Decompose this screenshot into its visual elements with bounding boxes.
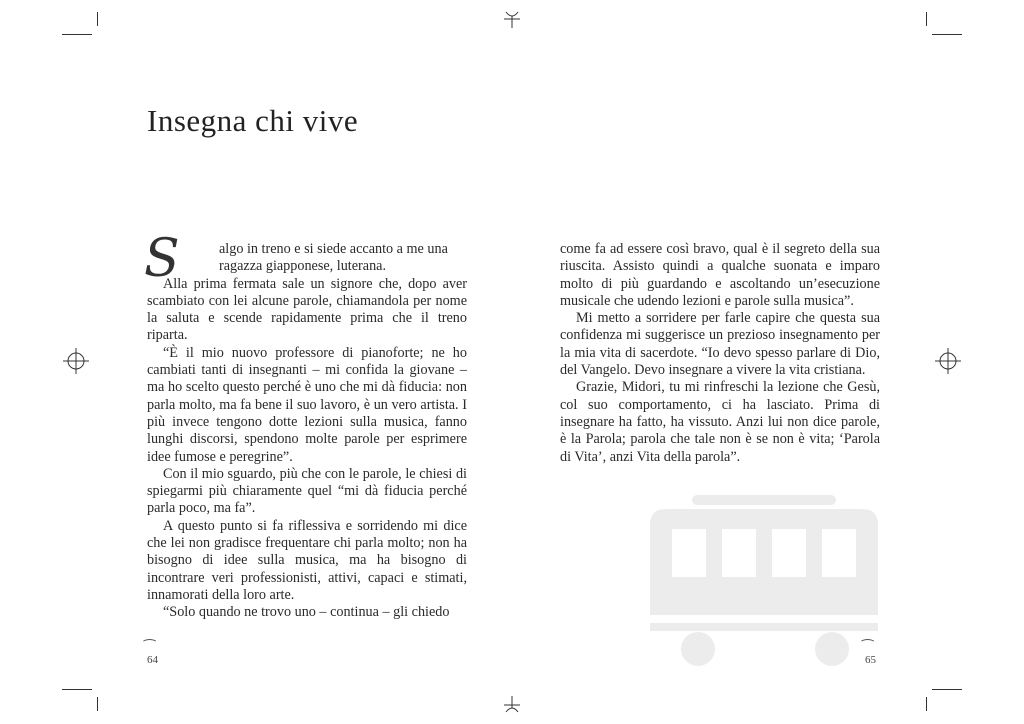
flourish-icon: ⁀ [862, 640, 874, 656]
paragraph: Con il mio sguardo, più che con le parole, le chiesi di spiegarmi più chiaramente quel “mi dà fiducia perché parla poco, ma fa”. [147, 465, 467, 517]
drop-cap: S [144, 229, 180, 289]
page-number-left: 64 [147, 654, 158, 666]
train-icon [648, 495, 880, 667]
page-number-right: 65 [865, 654, 876, 666]
paragraph: come fa ad essere così bravo, qual è il segreto della sua riuscita. Assisto quindi a qualche suonata e imparo molto di più guardando e ascoltando un’esecuzione musicale che udendo lezioni e parole sulla musica”. [560, 241, 880, 309]
crop-mark [97, 12, 98, 26]
paragraph: “È il mio nuovo professore di pianoforte; ne ho cambiati tanti di insegnanti – mi confida la giovane – ma ho scelto questo perché è uno che mi dà fiducia: non parla molto, ma fa bene il suo lavoro, è un vero artista. I più invece tengono dotte lezioni sulla musica, fanno lunghi discorsi, spendono molte parole per esprimere idee fumose e peregrine”. [147, 344, 467, 465]
paragraph: algo in treno e si siede accanto a me una [219, 241, 448, 257]
paragraph: Mi metto a sorridere per farle capire che questa sua confidenza mi suggerisce un prezioso insegnamento per la mia vita di sacerdote. “Io devo spesso parlare di Dio, del Vangelo. Devo insegnare a vivere la vita cristiana. [560, 310, 880, 379]
registration-mark-icon [502, 8, 522, 28]
flourish-icon: ⁀ [144, 640, 156, 656]
page-title: Insegna chi vive [147, 103, 359, 138]
right-column [560, 241, 880, 466]
crop-mark [97, 697, 98, 711]
registration-mark-icon [502, 696, 522, 716]
crop-mark [62, 34, 92, 35]
paragraph: ragazza giapponese, luterana. [219, 258, 387, 275]
crop-mark [926, 697, 927, 711]
crop-mark [62, 689, 92, 690]
paragraph: Grazie, Midori, tu mi rinfreschi la lezione che Gesù, col suo comportamento, ci ha lasciato. Prima di insegnare ha fatto, ha vissuto. Anzi lui non dice parole, è la Parola; parola che tale non è se non è vita; ‘Parola di Vita’, anzi Vita della parola”. [560, 379, 880, 465]
paragraph: A questo punto si fa riflessiva e sorridendo mi dice che lei non gradisce frequentare chi parla molto; non ha bisogno di idee sulla musica, ma ha bisogno di incontrare veri professionisti, attivi, capaci e stimati, innamorati della loro arte. [147, 517, 467, 603]
paragraph: Alla prima fermata sale un signore che, dopo aver scambiato con lei alcune parole, chiamandola per nome la saluta e scende rapidamente prima che il treno riparta. [147, 275, 467, 344]
crop-mark [932, 689, 962, 690]
registration-mark-icon [935, 348, 961, 374]
registration-mark-icon [63, 348, 89, 374]
paragraph: “Solo quando ne trovo uno – continua – gli chiedo [163, 604, 450, 621]
crop-mark [926, 12, 927, 26]
crop-mark [932, 34, 962, 35]
left-column [144, 229, 467, 622]
